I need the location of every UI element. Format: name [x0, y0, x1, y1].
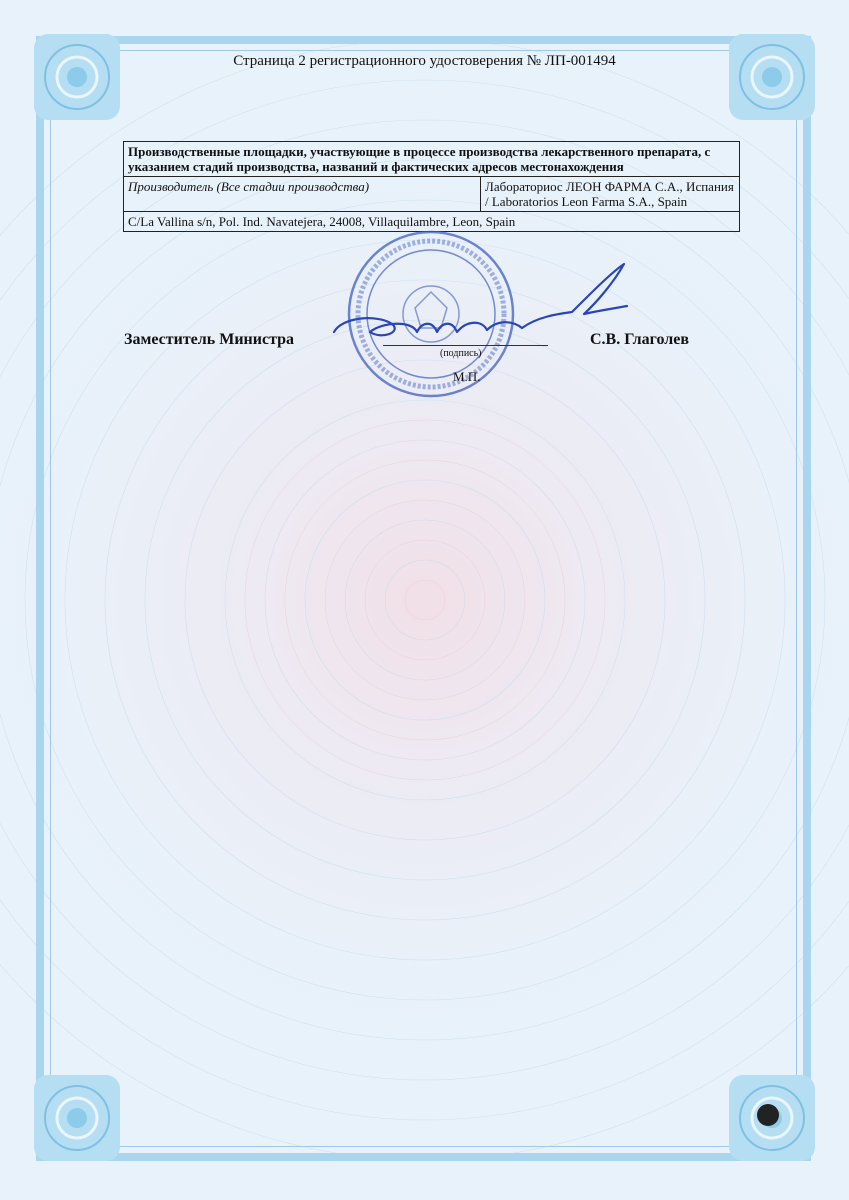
table-row [124, 142, 740, 177]
table-row [124, 177, 740, 212]
rosette-ornament-icon [32, 1073, 122, 1163]
company-cell: Лабораториос ЛЕОН ФАРМА С.А., Испания / Laboratorios Leon Farma S.A., Spain [481, 177, 740, 212]
punch-hole-icon [757, 1104, 779, 1126]
signature-line [383, 345, 548, 346]
rosette-ornament-icon [32, 32, 122, 122]
signature-caption: (подпись) [440, 348, 482, 359]
handwritten-signature-icon [322, 262, 632, 352]
table-header-cell: Производственные площадки, участвующие в процессе производства лекарственного препарата, с указанием стадий производства, названий и фактических адресов местонахождения [124, 142, 740, 177]
address-cell: C/La Vallina s/n, Pol. Ind. Navatejera, 24008, Villaquilambre, Leon, Spain [124, 212, 740, 232]
production-sites-table [123, 141, 740, 232]
signer-name: С.В. Глаголев [590, 331, 689, 348]
rosette-ornament-icon [727, 32, 817, 122]
role-cell: Производитель (Все стадии производства) [124, 177, 481, 212]
signer-position: Заместитель Министра [124, 331, 295, 348]
stamp-place-label: М.П. [453, 369, 481, 384]
page-title: Страница 2 регистрационного удостоверения № ЛП-001494 [233, 53, 616, 69]
